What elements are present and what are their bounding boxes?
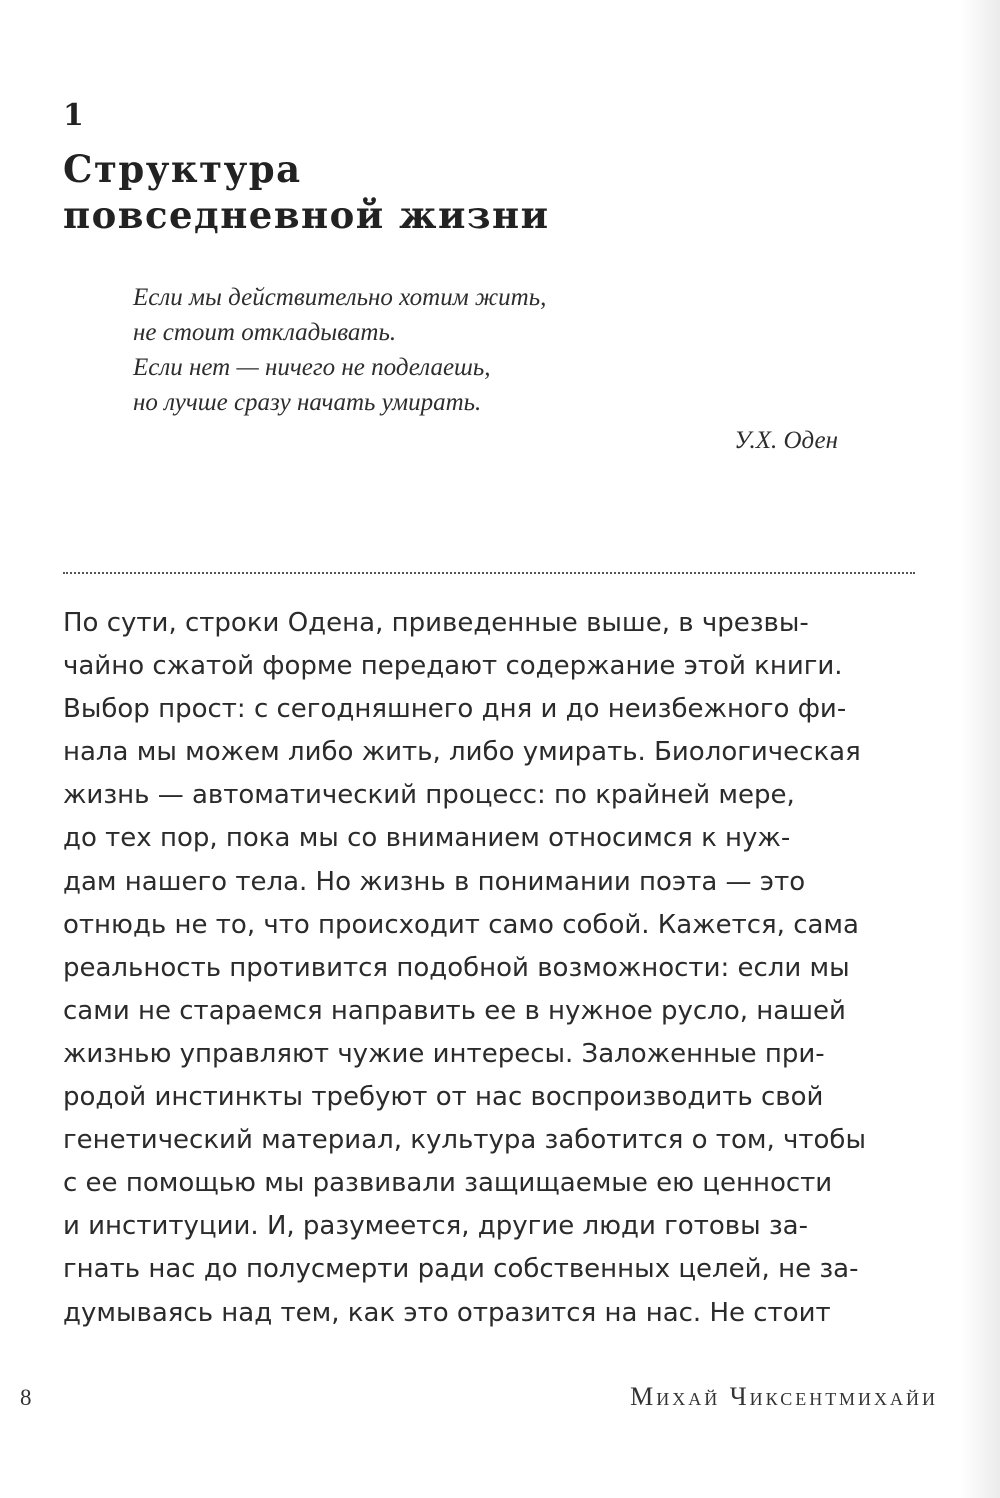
body-line: гнать нас до полусмерти ради собственных целей, не за- <box>63 1254 859 1285</box>
chapter-title-line-1: Структура <box>63 147 302 191</box>
body-line: с ее помощью мы развивали защищаемые ею ценности <box>63 1168 833 1199</box>
chapter-title <box>63 146 883 238</box>
epigraph-line: но лучше сразу начать умирать. <box>133 389 482 416</box>
body-line: думываясь над тем, как это отразится на нас. Не стоит <box>63 1297 831 1328</box>
body-line: жизнь — автоматический процесс: по крайней мере, <box>63 780 795 811</box>
dotted-divider <box>63 572 915 574</box>
body-line: нала мы можем либо жить, либо умирать. Биологическая <box>63 737 861 768</box>
chapter-title-line-2: повседневной жизни <box>63 193 550 237</box>
body-line: жизнью управляют чужие интересы. Заложенные при- <box>63 1038 825 1069</box>
body-line: дам нашего тела. Но жизнь в понимании поэта — это <box>63 866 806 897</box>
body-line: Выбор прост: с сегодняшнего дня и до неизбежного фи- <box>63 694 847 725</box>
body-line: отнюдь не то, что происходит само собой. Кажется, сама <box>63 909 859 940</box>
body-line: до тех пор, пока мы со вниманием относимся к нуж- <box>63 823 791 854</box>
body-line: родой инстинкты требуют от нас воспроизводить свой <box>63 1082 824 1113</box>
body-line: сами не стараемся направить ее в нужное русло, нашей <box>63 995 846 1026</box>
page-number: 8 <box>20 1385 32 1410</box>
body-line: чайно сжатой форме передают содержание этой книги. <box>63 651 843 682</box>
epigraph-line: не стоит откладывать. <box>133 319 397 346</box>
body-line: и институции. И, разумеется, другие люди готовы за- <box>63 1211 808 1242</box>
body-text <box>63 602 923 1335</box>
page-edge-shadow <box>960 0 1000 1498</box>
epigraph-line: Если нет — ничего не поделаешь, <box>133 354 491 381</box>
body-line: По сути, строки Одена, приведенные выше, в чрезвы- <box>63 608 809 638</box>
epigraph <box>133 280 853 420</box>
epigraph-line: Если мы действительно хотим жить, <box>133 284 547 311</box>
chapter-number: 1 <box>63 98 84 133</box>
epigraph-author: У.Х. Оден <box>734 427 838 454</box>
running-head-author: Михай Чиксентмихайи <box>630 1382 938 1411</box>
body-line: реальность противится подобной возможности: если мы <box>63 952 850 983</box>
body-line: генетический материал, культура заботится о том, чтобы <box>63 1125 866 1156</box>
